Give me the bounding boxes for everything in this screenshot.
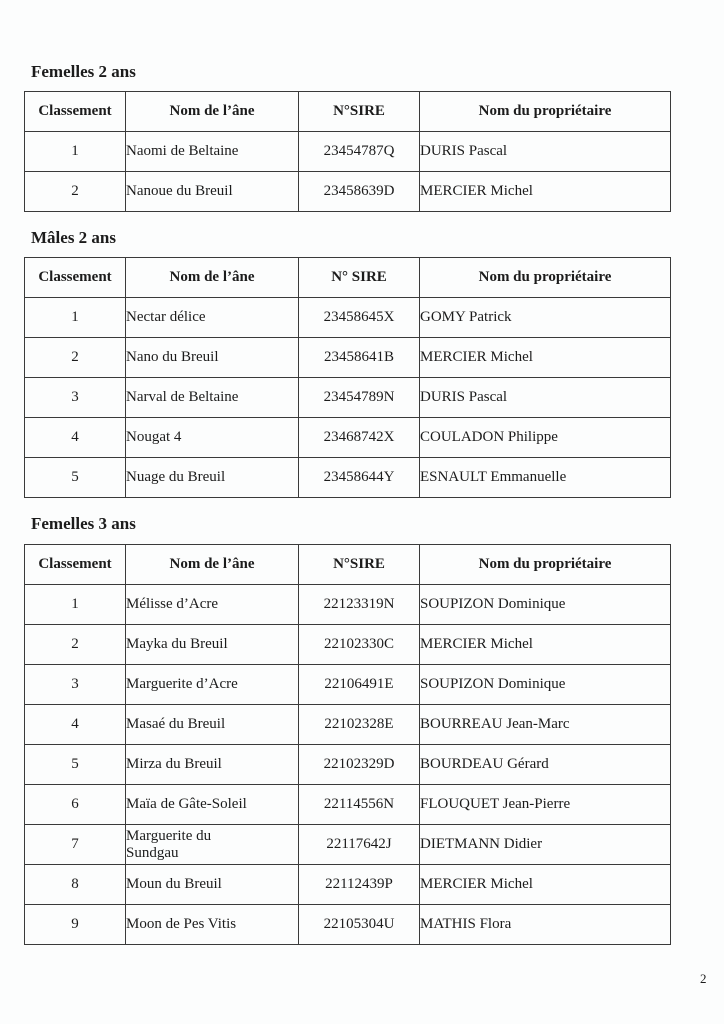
donkey-name-cell: Naomi de Beltaine — [126, 132, 299, 172]
owner-name-cell: GOMY Patrick — [420, 298, 671, 338]
owner-name-cell: ESNAULT Emmanuelle — [420, 458, 671, 498]
owner-name-cell: DIETMANN Didier — [420, 825, 671, 865]
donkey-name-cell: Marguerite du Sundgau — [126, 825, 299, 865]
donkey-name-cell: Moun du Breuil — [126, 865, 299, 905]
column-header-proprietaire: Nom du propriétaire — [420, 92, 671, 132]
table-row — [25, 458, 671, 498]
column-header-sire: N°SIRE — [299, 92, 420, 132]
sire-number-cell: 22102328E — [299, 705, 420, 745]
column-header-sire: N°SIRE — [299, 545, 420, 585]
owner-name-cell: MERCIER Michel — [420, 625, 671, 665]
owner-name-cell: COULADON Philippe — [420, 418, 671, 458]
table-row — [25, 418, 671, 458]
rank-cell: 9 — [25, 905, 126, 945]
donkey-name-cell: Maïa de Gâte-Soleil — [126, 785, 299, 825]
donkey-name-cell: Nuage du Breuil — [126, 458, 299, 498]
rank-cell: 4 — [25, 418, 126, 458]
donkey-name-cell: Nougat 4 — [126, 418, 299, 458]
rank-cell: 8 — [25, 865, 126, 905]
table-row — [25, 132, 671, 172]
rank-cell: 4 — [25, 705, 126, 745]
rank-cell: 2 — [25, 172, 126, 212]
sire-number-cell: 22117642J — [299, 825, 420, 865]
owner-name-cell: BOURREAU Jean-Marc — [420, 705, 671, 745]
sire-number-cell: 22123319N — [299, 585, 420, 625]
rank-cell: 2 — [25, 625, 126, 665]
section-title-males-2-ans: Mâles 2 ans — [31, 228, 116, 247]
table-row — [25, 172, 671, 212]
rank-cell: 6 — [25, 785, 126, 825]
column-header-classement: Classement — [25, 545, 126, 585]
owner-name-cell: SOUPIZON Dominique — [420, 665, 671, 705]
sire-number-cell: 23468742X — [299, 418, 420, 458]
table-header-row — [25, 258, 671, 298]
table-row — [25, 338, 671, 378]
donkey-name-cell: Masaé du Breuil — [126, 705, 299, 745]
table-row — [25, 585, 671, 625]
sire-number-cell: 22102329D — [299, 745, 420, 785]
donkey-name-cell: Nanoue du Breuil — [126, 172, 299, 212]
table-row — [25, 825, 671, 865]
rank-cell: 7 — [25, 825, 126, 865]
table-row — [25, 665, 671, 705]
column-header-proprietaire: Nom du propriétaire — [420, 258, 671, 298]
section-title-femelles-2-ans: Femelles 2 ans — [31, 62, 136, 81]
donkey-name-cell: Narval de Beltaine — [126, 378, 299, 418]
sire-number-cell: 22102330C — [299, 625, 420, 665]
rank-cell: 3 — [25, 378, 126, 418]
table-row — [25, 298, 671, 338]
column-header-proprietaire: Nom du propriétaire — [420, 545, 671, 585]
table-header-row — [25, 92, 671, 132]
column-header-nom-ane: Nom de l’âne — [126, 92, 299, 132]
donkey-name-cell: Marguerite d’Acre — [126, 665, 299, 705]
table-row — [25, 785, 671, 825]
rank-cell: 2 — [25, 338, 126, 378]
table-row — [25, 625, 671, 665]
sire-number-cell: 23458641B — [299, 338, 420, 378]
table-row — [25, 705, 671, 745]
results-table-femelles-3-ans — [24, 544, 671, 945]
table-row — [25, 865, 671, 905]
table-row — [25, 378, 671, 418]
rank-cell: 1 — [25, 132, 126, 172]
sire-number-cell: 22114556N — [299, 785, 420, 825]
owner-name-cell: SOUPIZON Dominique — [420, 585, 671, 625]
owner-name-cell: MATHIS Flora — [420, 905, 671, 945]
owner-name-cell: MERCIER Michel — [420, 865, 671, 905]
sire-number-cell: 22105304U — [299, 905, 420, 945]
column-header-classement: Classement — [25, 92, 126, 132]
donkey-name-cell: Nano du Breuil — [126, 338, 299, 378]
sire-number-cell: 23458645X — [299, 298, 420, 338]
page-number: 2 — [700, 971, 707, 986]
rank-cell: 5 — [25, 458, 126, 498]
column-header-nom-ane: Nom de l’âne — [126, 258, 299, 298]
column-header-classement: Classement — [25, 258, 126, 298]
owner-name-cell: DURIS Pascal — [420, 132, 671, 172]
rank-cell: 1 — [25, 585, 126, 625]
sire-number-cell: 22106491E — [299, 665, 420, 705]
donkey-name-cell: Mélisse d’Acre — [126, 585, 299, 625]
table-row — [25, 745, 671, 785]
sire-number-cell: 23458639D — [299, 172, 420, 212]
rank-cell: 3 — [25, 665, 126, 705]
donkey-name-cell: Mirza du Breuil — [126, 745, 299, 785]
table-header-row — [25, 545, 671, 585]
table-row — [25, 905, 671, 945]
section-title-femelles-3-ans: Femelles 3 ans — [31, 514, 136, 533]
owner-name-cell: MERCIER Michel — [420, 172, 671, 212]
donkey-name-cell: Moon de Pes Vitis — [126, 905, 299, 945]
results-table-femelles-2-ans — [24, 91, 671, 212]
sire-number-cell: 23458644Y — [299, 458, 420, 498]
rank-cell: 1 — [25, 298, 126, 338]
sire-number-cell: 22112439P — [299, 865, 420, 905]
owner-name-cell: MERCIER Michel — [420, 338, 671, 378]
results-table-males-2-ans — [24, 257, 671, 498]
sire-number-cell: 23454789N — [299, 378, 420, 418]
owner-name-cell: FLOUQUET Jean-Pierre — [420, 785, 671, 825]
owner-name-cell: DURIS Pascal — [420, 378, 671, 418]
sire-number-cell: 23454787Q — [299, 132, 420, 172]
column-header-sire: N° SIRE — [299, 258, 420, 298]
donkey-name-cell: Nectar délice — [126, 298, 299, 338]
column-header-nom-ane: Nom de l’âne — [126, 545, 299, 585]
owner-name-cell: BOURDEAU Gérard — [420, 745, 671, 785]
donkey-name-cell: Mayka du Breuil — [126, 625, 299, 665]
rank-cell: 5 — [25, 745, 126, 785]
